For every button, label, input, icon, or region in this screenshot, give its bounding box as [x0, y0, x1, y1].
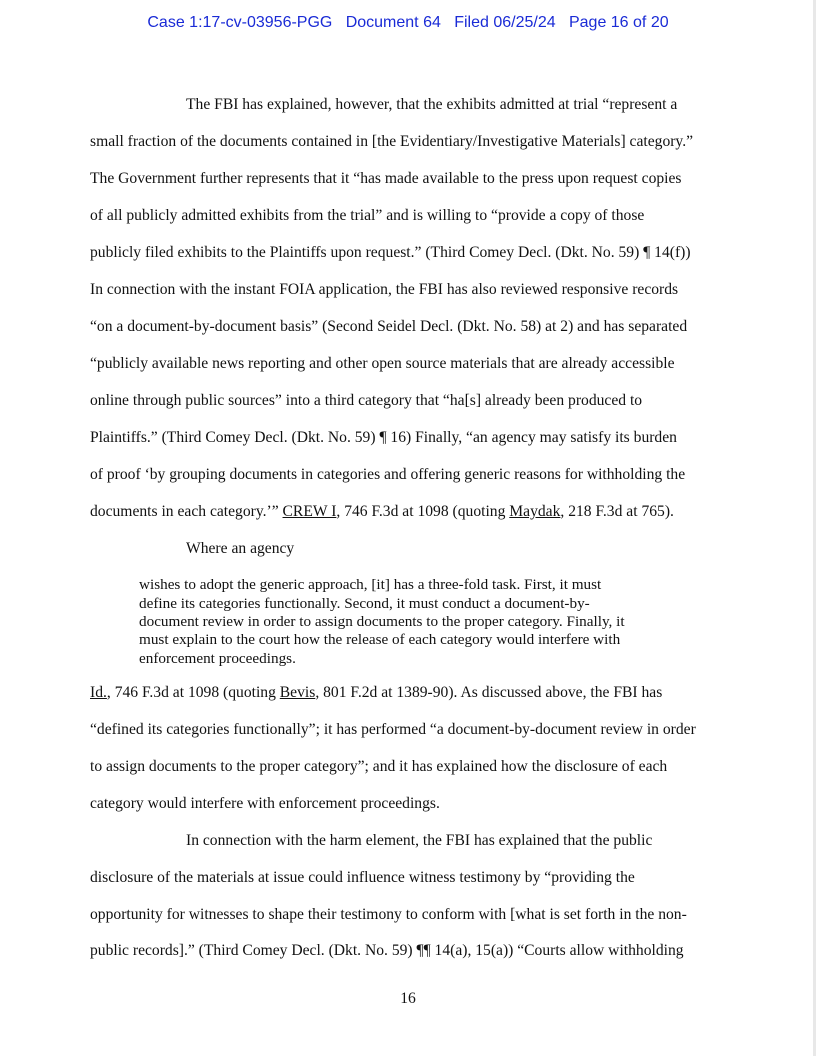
paragraph-line: “on a document-by-document basis” (Second Seidel Decl. (Dkt. No. 58) at 2) and has separated [90, 318, 688, 335]
paragraph-line: online through public sources” into a third category that “ha[s] already been produced to [90, 392, 643, 409]
block-quote-line: document review in order to assign documents to the proper category. Finally, it [139, 613, 625, 630]
paragraph-line: small fraction of the documents contained in [the Evidentiary/Investigative Materials] category.” [90, 133, 694, 150]
case-citation: Bevis [279, 684, 316, 701]
paragraph-line: of all publicly admitted exhibits from the trial” and is willing to “provide a copy of those [90, 207, 645, 224]
paragraph-line: opportunity for witnesses to shape their testimony to conform with [what is set forth in the non- [90, 906, 687, 923]
paragraph-line: The FBI has explained, however, that the exhibits admitted at trial “represent a [186, 96, 678, 113]
paragraph-line: public records].” (Third Comey Decl. (Dkt. No. 59) ¶¶ 14(a), 15(a)) “Courts allow withholding [90, 942, 684, 959]
paragraph-line [90, 504, 674, 520]
paragraph-line: publicly filed exhibits to the Plaintiffs upon request.” (Third Comey Decl. (Dkt. No. 59) ¶ 14(f)) [90, 244, 691, 261]
paragraph-line: category would interfere with enforcement proceedings. [90, 795, 440, 812]
page-number: 16 [400, 990, 416, 1007]
paragraph-line: The Government further represents that it “has made available to the press upon request copies [90, 170, 682, 187]
paragraph-line [90, 685, 662, 701]
case-number: Case 1:17-cv-03956-PGG [147, 14, 333, 31]
block-quote-line: enforcement proceedings. [139, 650, 296, 667]
filed-date: Filed 06/25/24 [454, 14, 556, 31]
paragraph-line: disclosure of the materials at issue could influence witness testimony by “providing the [90, 869, 635, 886]
paragraph-line: “defined its categories functionally”; it has performed “a document-by-document review in order [90, 721, 696, 738]
case-citation: Maydak [509, 503, 561, 520]
block-quote-line: wishes to adopt the generic approach, [it] has a three-fold task. First, it must [139, 576, 602, 593]
paragraph-line: of proof ‘by grouping documents in categories and offering generic reasons for withholding the [90, 466, 686, 483]
block-quote-line: define its categories functionally. Second, it must conduct a document-by- [139, 595, 590, 612]
paragraph-line: In connection with the harm element, the FBI has explained that the public [186, 832, 653, 849]
document-number: Document 64 [345, 14, 441, 31]
case-citation: Id. [90, 684, 107, 701]
paragraph-line: Plaintiffs.” (Third Comey Decl. (Dkt. No. 59) ¶ 16) Finally, “an agency may satisfy its burden [90, 429, 677, 446]
page-indicator: Page 16 of 20 [568, 14, 669, 31]
line-text: , 218 F.3d at 765). [560, 503, 674, 520]
paragraph-line: “publicly available news reporting and other open source materials that are already accessible [90, 355, 675, 372]
block-quote-line: must explain to the court how the release of each category would interfere with [139, 631, 621, 648]
line-text: documents in each category.’” [90, 503, 283, 520]
paragraph-line: Where an agency [186, 540, 295, 557]
case-header [0, 14, 816, 32]
paragraph-line: In connection with the instant FOIA application, the FBI has also reviewed responsive records [90, 281, 679, 298]
line-text: , 746 F.3d at 1098 (quoting [336, 503, 510, 520]
paragraph-line: to assign documents to the proper category”; and it has explained how the disclosure of each [90, 758, 668, 775]
line-text: , 746 F.3d at 1098 (quoting [106, 684, 280, 701]
line-text: , 801 F.2d at 1389-90). As discussed above, the FBI has [315, 684, 663, 701]
case-citation: CREW I [282, 503, 337, 520]
